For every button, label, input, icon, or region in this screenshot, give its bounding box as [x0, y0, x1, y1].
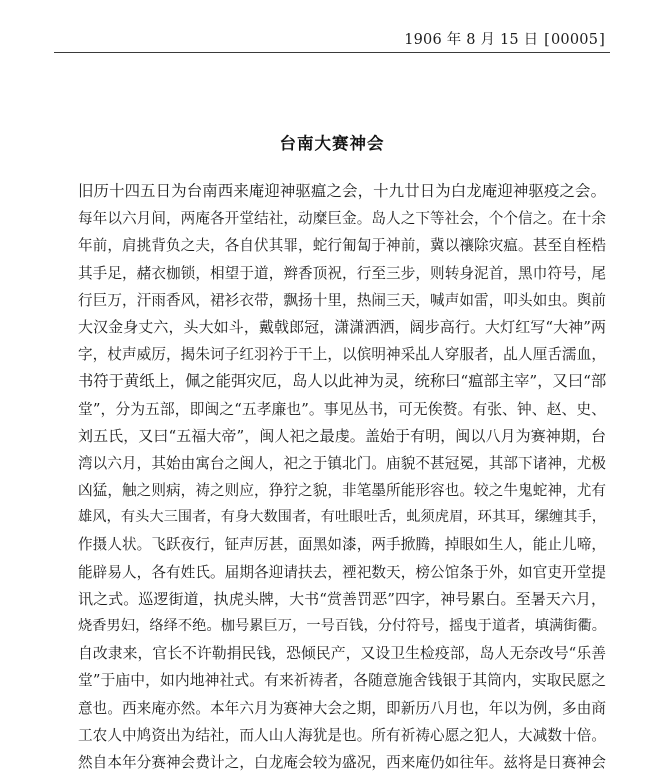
page-header — [54, 22, 610, 53]
header-date: 1906 年 8 月 15 日 — [404, 32, 539, 48]
article-title: 台南大赛神会 — [279, 134, 385, 153]
header-meta — [404, 28, 606, 49]
article-line: 每年以六月间，两庵各开堂结社，动糜巨金。岛人之下等社会，个个信之。在十余 — [78, 210, 606, 228]
article-line: 烧香男妇，络绎不绝。枷号累巨万，一号百钱，分付符号，摇曳于道者，填满街衢。 — [78, 618, 606, 634]
article-line: 工农人中鸠资出为结社，而人山人海犹是也。所有祈祷心愿之犯人，大减数十倍。 — [78, 726, 606, 744]
article-line: 堂”，分为五部，即闽之“五孝廉也”。事见丛书，可无俟赘。有张、钟、赵、史、 — [78, 400, 606, 418]
article-line: 书符于黄纸上，佩之能弭灾厄，岛人以此神为灵，统称曰“瘟部主宰”，又曰“部 — [78, 372, 606, 391]
record-bracket-open: [ — [544, 32, 550, 48]
article-line: 旧历十四五日为台南西来庵迎神驱瘟之会，十九廿日为白龙庵迎神驱疫之会。 — [78, 182, 606, 200]
article-line: 其手足，赭衣枷锁，相望于道，辫香顶祝，行至三步，则转身泥首，黑巾符号，尾 — [78, 264, 606, 282]
article-line: 讯之式。巡逻街道，执虎头牌，大书“赏善罚恶”四字，神号累白。至暑天六月， — [78, 589, 606, 608]
article-line: 行巨万，汗雨香风，裙衫衣带，飘扬十里，热闹三天，喊声如雷，叩头如虫。舆前 — [78, 291, 606, 309]
article-line: 堂”于庙中，如内地神社式。有来祈祷者，各随意施舍钱银于其筒内，实取民愿之 — [78, 672, 606, 690]
article-line: 大汉金身丈六，头大如斗，戴戟郎冠，潇潇洒洒，阔步高行。大灯红写“大神”两 — [78, 317, 606, 336]
article-line: 湾以六月，其始由寓台之闽人，祀之于镇北门。庙貌不甚冠冕，其部下诸神，尤极 — [78, 454, 606, 472]
article-line: 刘五氏，又曰“五福大帝”，闽人祀之最虔。盖始于有明，闽以八月为赛神期，台 — [78, 426, 606, 445]
article-line: 自改隶来，官长不许勒捐民钱，恐倾民产，又设卫生检疫部，岛人无奈改号“乐善 — [78, 645, 606, 663]
article-line: 年前，肩挑背负之夫，各自伏其罪，蛇行匍匐于神前，冀以禳除灾瘟。甚至自桎梏 — [78, 237, 606, 255]
article-line: 意也。西来庵亦然。本年六月为赛神大会之期，即新历八月也，年以为例，多由商 — [78, 699, 606, 717]
article-line: 雄风，有头大三围者，有身大数围者，有吐眼吐舌，虬须虎眉，环其耳，缧缠其手， — [78, 509, 606, 526]
article-line: 作摄人状。飞跃夜行，钲声厉甚，面黑如漆，两手掀腾，掉眼如生人，能止儿啼， — [78, 536, 606, 554]
article-line: 凶猛，触之则病，祷之则应，狰狞之貌，非笔墨所能形容也。较之牛鬼蛇神，尤有 — [78, 482, 606, 500]
article-line: 然自本年分赛神会费计之，白龙庵会较为盛况，西来庵仍如往年。兹将是日赛神会 — [78, 753, 606, 771]
article-line: 能辟易人，各有姓氏。届期各迎请扶去，禋祀数天，榜公馆条于外，如官吏开堂提 — [78, 563, 606, 581]
article-body — [78, 178, 606, 776]
record-id: 00005 — [551, 32, 599, 48]
article-line: 字，杖声威厉，揭朱诃子红羽衿于干上，以傧明神采乩人穿服者，乩人厘舌濡血， — [78, 346, 606, 364]
record-bracket-close: ] — [599, 32, 605, 48]
